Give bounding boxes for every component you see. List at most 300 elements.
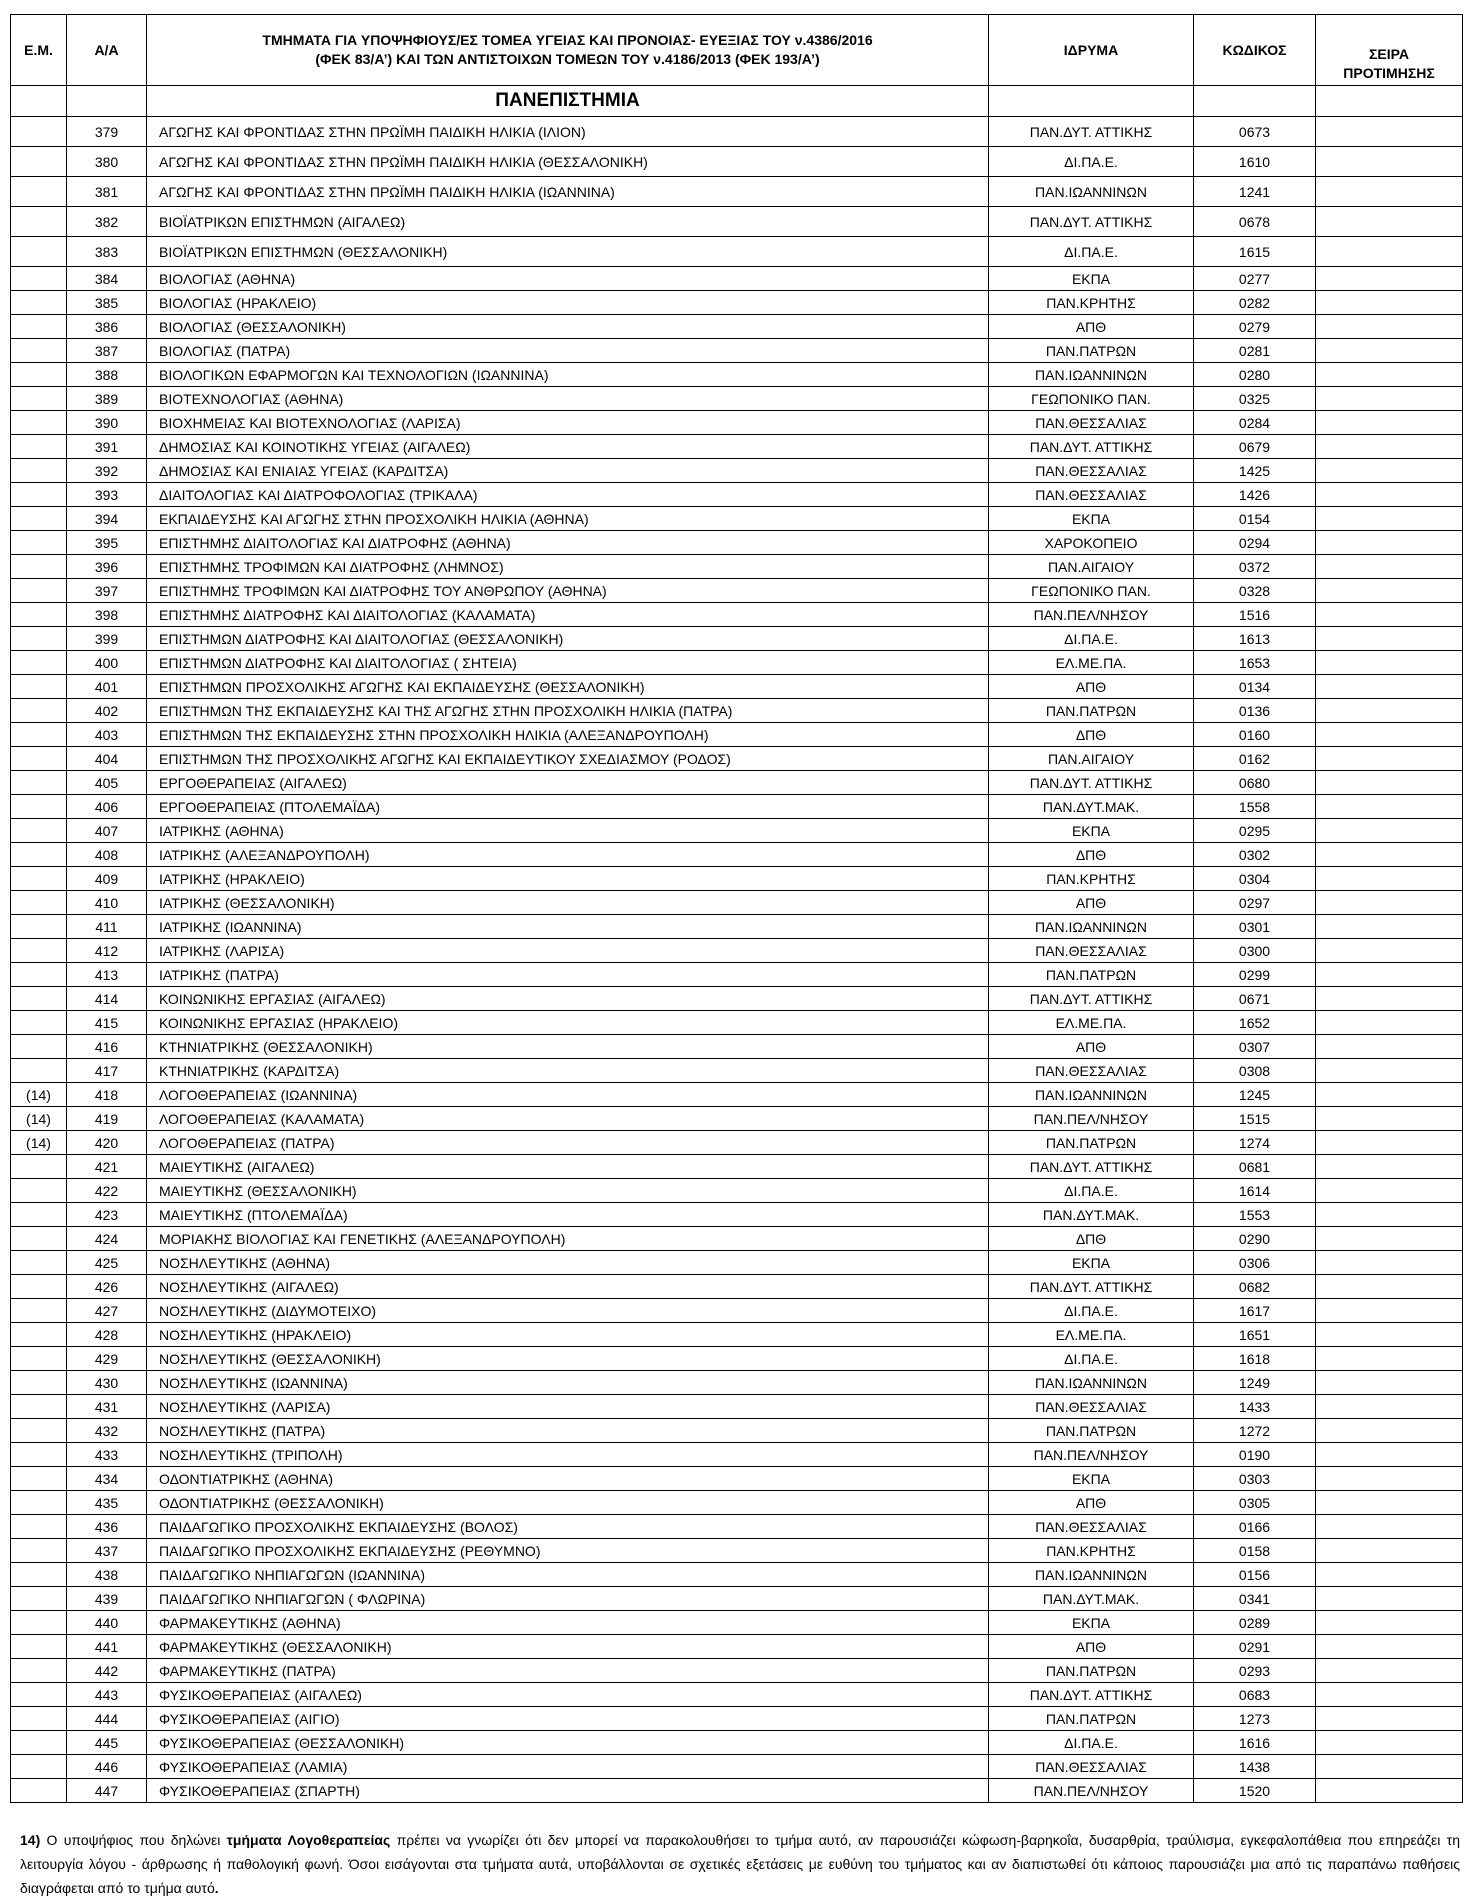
cell-preference[interactable] bbox=[1316, 1227, 1463, 1251]
cell-aa: 439 bbox=[67, 1587, 147, 1611]
cell-preference[interactable] bbox=[1316, 1395, 1463, 1419]
departments-table bbox=[10, 14, 1463, 1803]
cell-department: ΕΠΙΣΤΗΜΗΣ ΤΡΟΦΙΜΩΝ ΚΑΙ ΔΙΑΤΡΟΦΗΣ ΤΟΥ ΑΝΘΡΩΠΟΥ (ΑΘΗΝΑ) bbox=[147, 579, 989, 603]
cell-code: 0136 bbox=[1194, 699, 1316, 723]
cell-code: 0679 bbox=[1194, 435, 1316, 459]
cell-department: ΙΑΤΡΙΚΗΣ (ΑΛΕΞΑΝΔΡΟΥΠΟΛΗ) bbox=[147, 843, 989, 867]
header-preference bbox=[1316, 15, 1463, 86]
cell-aa: 385 bbox=[67, 291, 147, 315]
cell-code: 0682 bbox=[1194, 1275, 1316, 1299]
cell-preference[interactable] bbox=[1316, 339, 1463, 363]
cell-department: ΦΥΣΙΚΟΘΕΡΑΠΕΙΑΣ (ΑΙΓΑΛΕΩ) bbox=[147, 1683, 989, 1707]
cell-preference[interactable] bbox=[1316, 267, 1463, 291]
footnote-end: . bbox=[214, 1880, 219, 1896]
cell-code: 0307 bbox=[1194, 1035, 1316, 1059]
cell-department: ΦΑΡΜΑΚΕΥΤΙΚΗΣ (ΠΑΤΡΑ) bbox=[147, 1659, 989, 1683]
header-pref-line2: ΠΡΟΤΙΜΗΣΗΣ bbox=[1343, 65, 1435, 81]
table-row bbox=[11, 1275, 1463, 1299]
cell-code: 0160 bbox=[1194, 723, 1316, 747]
cell-code: 1652 bbox=[1194, 1011, 1316, 1035]
cell-institution: ΠΑΝ.ΔΥΤ. ΑΤΤΙΚΗΣ bbox=[989, 1155, 1194, 1179]
table-row bbox=[11, 1683, 1463, 1707]
cell-institution: ΕΚΠΑ bbox=[989, 507, 1194, 531]
cell-preference[interactable] bbox=[1316, 1635, 1463, 1659]
cell-department: ΦΥΣΙΚΟΘΕΡΑΠΕΙΑΣ (ΑΙΓΙΟ) bbox=[147, 1707, 989, 1731]
cell-code: 0683 bbox=[1194, 1683, 1316, 1707]
cell-em bbox=[11, 555, 67, 579]
cell-preference[interactable] bbox=[1316, 1443, 1463, 1467]
cell-institution: ΠΑΝ.ΠΑΤΡΩΝ bbox=[989, 1707, 1194, 1731]
cell-institution: ΠΑΝ.ΔΥΤ.ΜΑΚ. bbox=[989, 1587, 1194, 1611]
table-row bbox=[11, 891, 1463, 915]
cell-em bbox=[11, 1011, 67, 1035]
cell-preference[interactable] bbox=[1316, 579, 1463, 603]
cell-institution: ΑΠΘ bbox=[989, 315, 1194, 339]
cell-department: ΒΙΟΪΑΤΡΙΚΩΝ ΕΠΙΣΤΗΜΩΝ (ΑΙΓΑΛΕΩ) bbox=[147, 207, 989, 237]
cell-institution: ΠΑΝ.ΠΑΤΡΩΝ bbox=[989, 699, 1194, 723]
table-row bbox=[11, 1755, 1463, 1779]
cell-preference[interactable] bbox=[1316, 795, 1463, 819]
cell-department: ΟΔΟΝΤΙΑΤΡΙΚΗΣ (ΘΕΣΣΑΛΟΝΙΚΗ) bbox=[147, 1491, 989, 1515]
cell-em bbox=[11, 1779, 67, 1803]
cell-institution: ΑΠΘ bbox=[989, 891, 1194, 915]
cell-department: ΛΟΓΟΘΕΡΑΠΕΙΑΣ (ΠΑΤΡΑ) bbox=[147, 1131, 989, 1155]
cell-em bbox=[11, 795, 67, 819]
cell-code: 0295 bbox=[1194, 819, 1316, 843]
cell-em bbox=[11, 1419, 67, 1443]
cell-code: 1651 bbox=[1194, 1323, 1316, 1347]
cell-department: ΒΙΟΛΟΓΙΚΩΝ ΕΦΑΡΜΟΓΩΝ ΚΑΙ ΤΕΧΝΟΛΟΓΙΩΝ (ΙΩΑΝΝΙΝΑ) bbox=[147, 363, 989, 387]
cell-em bbox=[11, 1683, 67, 1707]
cell-em bbox=[11, 1515, 67, 1539]
cell-institution: ΕΛ.ΜΕ.ΠΑ. bbox=[989, 1323, 1194, 1347]
cell-preference[interactable] bbox=[1316, 363, 1463, 387]
cell-institution: ΠΑΝ.ΔΥΤ. ΑΤΤΙΚΗΣ bbox=[989, 987, 1194, 1011]
cell-aa: 434 bbox=[67, 1467, 147, 1491]
cell-em bbox=[11, 963, 67, 987]
cell-preference[interactable] bbox=[1316, 177, 1463, 207]
cell-preference[interactable] bbox=[1316, 987, 1463, 1011]
header-code: ΚΩΔΙΚΟΣ bbox=[1194, 15, 1316, 86]
cell-code: 1274 bbox=[1194, 1131, 1316, 1155]
cell-code: 1272 bbox=[1194, 1419, 1316, 1443]
cell-preference[interactable] bbox=[1316, 603, 1463, 627]
cell-department: ΠΑΙΔΑΓΩΓΙΚΟ ΝΗΠΙΑΓΩΓΩΝ (ΙΩΑΝΝΙΝΑ) bbox=[147, 1563, 989, 1587]
table-row bbox=[11, 1179, 1463, 1203]
cell-aa: 379 bbox=[67, 117, 147, 147]
table-row bbox=[11, 483, 1463, 507]
cell-code: 0301 bbox=[1194, 915, 1316, 939]
cell-preference[interactable] bbox=[1316, 699, 1463, 723]
cell-institution: ΔΙ.ΠΑ.Ε. bbox=[989, 1299, 1194, 1323]
cell-preference[interactable] bbox=[1316, 651, 1463, 675]
cell-preference[interactable] bbox=[1316, 1419, 1463, 1443]
cell-aa: 411 bbox=[67, 915, 147, 939]
cell-preference[interactable] bbox=[1316, 1683, 1463, 1707]
cell-preference[interactable] bbox=[1316, 1251, 1463, 1275]
cell-department: ΙΑΤΡΙΚΗΣ (ΑΘΗΝΑ) bbox=[147, 819, 989, 843]
cell-preference[interactable] bbox=[1316, 627, 1463, 651]
table-row bbox=[11, 1587, 1463, 1611]
cell-em bbox=[11, 1227, 67, 1251]
cell-code: 0325 bbox=[1194, 387, 1316, 411]
cell-em bbox=[11, 891, 67, 915]
cell-preference[interactable] bbox=[1316, 1131, 1463, 1155]
cell-code: 1249 bbox=[1194, 1371, 1316, 1395]
cell-aa: 447 bbox=[67, 1779, 147, 1803]
cell-institution: ΠΑΝ.ΠΑΤΡΩΝ bbox=[989, 339, 1194, 363]
cell-aa: 431 bbox=[67, 1395, 147, 1419]
cell-aa: 420 bbox=[67, 1131, 147, 1155]
cell-preference[interactable] bbox=[1316, 771, 1463, 795]
cell-preference[interactable] bbox=[1316, 1155, 1463, 1179]
cell-institution: ΠΑΝ.ΚΡΗΤΗΣ bbox=[989, 291, 1194, 315]
cell-code: 0280 bbox=[1194, 363, 1316, 387]
cell-code: 1426 bbox=[1194, 483, 1316, 507]
cell-institution: ΠΑΝ.ΙΩΑΝΝΙΝΩΝ bbox=[989, 1371, 1194, 1395]
cell-preference[interactable] bbox=[1316, 1779, 1463, 1803]
cell-department: ΦΥΣΙΚΟΘΕΡΑΠΕΙΑΣ (ΣΠΑΡΤΗ) bbox=[147, 1779, 989, 1803]
cell-em bbox=[11, 483, 67, 507]
cell-department: ΙΑΤΡΙΚΗΣ (ΛΑΡΙΣΑ) bbox=[147, 939, 989, 963]
cell-preference[interactable] bbox=[1316, 1275, 1463, 1299]
cell-preference[interactable] bbox=[1316, 555, 1463, 579]
cell-em bbox=[11, 1491, 67, 1515]
cell-preference[interactable] bbox=[1316, 1659, 1463, 1683]
cell-code: 0680 bbox=[1194, 771, 1316, 795]
table-row bbox=[11, 387, 1463, 411]
cell-institution: ΑΠΘ bbox=[989, 1635, 1194, 1659]
footnote-text-1: Ο υποψήφιος που δηλώνει bbox=[40, 1832, 227, 1848]
cell-department: ΦΑΡΜΑΚΕΥΤΙΚΗΣ (ΘΕΣΣΑΛΟΝΙΚΗ) bbox=[147, 1635, 989, 1659]
cell-em bbox=[11, 1587, 67, 1611]
cell-preference[interactable] bbox=[1316, 675, 1463, 699]
cell-em bbox=[11, 1155, 67, 1179]
cell-institution: ΔΙ.ΠΑ.Ε. bbox=[989, 237, 1194, 267]
table-row bbox=[11, 1203, 1463, 1227]
cell-em bbox=[11, 603, 67, 627]
cell-institution: ΠΑΝ.ΑΙΓΑΙΟΥ bbox=[989, 555, 1194, 579]
cell-preference[interactable] bbox=[1316, 891, 1463, 915]
cell-institution: ΠΑΝ.ΘΕΣΣΑΛΙΑΣ bbox=[989, 1395, 1194, 1419]
cell-preference[interactable] bbox=[1316, 1611, 1463, 1635]
cell-preference[interactable] bbox=[1316, 867, 1463, 891]
cell-preference[interactable] bbox=[1316, 819, 1463, 843]
cell-code: 0372 bbox=[1194, 555, 1316, 579]
table-row bbox=[11, 1491, 1463, 1515]
table-row bbox=[11, 1323, 1463, 1347]
table-row bbox=[11, 1299, 1463, 1323]
cell-preference[interactable] bbox=[1316, 1515, 1463, 1539]
cell-department: ΕΠΙΣΤΗΜΩΝ ΤΗΣ ΕΚΠΑΙΔΕΥΣΗΣ ΣΤΗΝ ΠΡΟΣΧΟΛΙΚΗ ΗΛΙΚΙΑ (ΑΛΕΞΑΝΔΡΟΥΠΟΛΗ) bbox=[147, 723, 989, 747]
footnote-bold-text: τμήματα Λογοθεραπείας bbox=[226, 1832, 391, 1848]
cell-em bbox=[11, 939, 67, 963]
cell-preference[interactable] bbox=[1316, 1491, 1463, 1515]
cell-aa: 386 bbox=[67, 315, 147, 339]
table-row bbox=[11, 507, 1463, 531]
cell-institution: ΔΠΘ bbox=[989, 723, 1194, 747]
cell-em bbox=[11, 267, 67, 291]
cell-institution: ΠΑΝ.ΘΕΣΣΑΛΙΑΣ bbox=[989, 459, 1194, 483]
cell-preference[interactable] bbox=[1316, 1347, 1463, 1371]
table-row bbox=[11, 1371, 1463, 1395]
table-row bbox=[11, 435, 1463, 459]
table-row bbox=[11, 1395, 1463, 1419]
cell-aa: 412 bbox=[67, 939, 147, 963]
cell-aa: 400 bbox=[67, 651, 147, 675]
cell-preference[interactable] bbox=[1316, 237, 1463, 267]
cell-department: ΚΤΗΝΙΑΤΡΙΚΗΣ (ΚΑΡΔΙΤΣΑ) bbox=[147, 1059, 989, 1083]
cell-department: ΒΙΟΛΟΓΙΑΣ (ΠΑΤΡΑ) bbox=[147, 339, 989, 363]
cell-aa: 426 bbox=[67, 1275, 147, 1299]
cell-em bbox=[11, 867, 67, 891]
cell-code: 0277 bbox=[1194, 267, 1316, 291]
cell-em bbox=[11, 723, 67, 747]
cell-department: ΝΟΣΗΛΕΥΤΙΚΗΣ (ΑΘΗΝΑ) bbox=[147, 1251, 989, 1275]
table-row bbox=[11, 1635, 1463, 1659]
cell-institution: ΓΕΩΠΟΝΙΚΟ ΠΑΝ. bbox=[989, 387, 1194, 411]
cell-code: 0158 bbox=[1194, 1539, 1316, 1563]
cell-department: ΝΟΣΗΛΕΥΤΙΚΗΣ (ΔΙΔΥΜΟΤΕΙΧΟ) bbox=[147, 1299, 989, 1323]
cell-preference[interactable] bbox=[1316, 387, 1463, 411]
cell-preference[interactable] bbox=[1316, 1299, 1463, 1323]
cell-em bbox=[11, 843, 67, 867]
cell-preference[interactable] bbox=[1316, 459, 1463, 483]
cell-aa: 436 bbox=[67, 1515, 147, 1539]
cell-em bbox=[11, 1203, 67, 1227]
table-row bbox=[11, 651, 1463, 675]
cell-preference[interactable] bbox=[1316, 291, 1463, 315]
cell-department: ΚΤΗΝΙΑΤΡΙΚΗΣ (ΘΕΣΣΑΛΟΝΙΚΗ) bbox=[147, 1035, 989, 1059]
cell-department: ΝΟΣΗΛΕΥΤΙΚΗΣ (ΘΕΣΣΑΛΟΝΙΚΗ) bbox=[147, 1347, 989, 1371]
cell-institution: ΠΑΝ.ΙΩΑΝΝΙΝΩΝ bbox=[989, 1563, 1194, 1587]
cell-code: 1653 bbox=[1194, 651, 1316, 675]
header-em: Ε.Μ. bbox=[11, 15, 67, 86]
cell-code: 0166 bbox=[1194, 1515, 1316, 1539]
cell-aa: 445 bbox=[67, 1731, 147, 1755]
cell-em bbox=[11, 1059, 67, 1083]
cell-aa: 393 bbox=[67, 483, 147, 507]
cell-preference[interactable] bbox=[1316, 1563, 1463, 1587]
cell-aa: 423 bbox=[67, 1203, 147, 1227]
cell-em bbox=[11, 507, 67, 531]
cell-institution: ΠΑΝ.ΠΑΤΡΩΝ bbox=[989, 1659, 1194, 1683]
cell-preference[interactable] bbox=[1316, 1035, 1463, 1059]
cell-code: 1616 bbox=[1194, 1731, 1316, 1755]
cell-preference[interactable] bbox=[1316, 1755, 1463, 1779]
cell-department: ΒΙΟΪΑΤΡΙΚΩΝ ΕΠΙΣΤΗΜΩΝ (ΘΕΣΣΑΛΟΝΙΚΗ) bbox=[147, 237, 989, 267]
cell-preference[interactable] bbox=[1316, 1707, 1463, 1731]
cell-aa: 401 bbox=[67, 675, 147, 699]
cell-aa: 408 bbox=[67, 843, 147, 867]
cell-aa: 443 bbox=[67, 1683, 147, 1707]
cell-preference[interactable] bbox=[1316, 843, 1463, 867]
table-row bbox=[11, 237, 1463, 267]
cell-department: ΕΠΙΣΤΗΜΗΣ ΔΙΑΙΤΟΛΟΓΙΑΣ ΚΑΙ ΔΙΑΤΡΟΦΗΣ (ΑΘΗΝΑ) bbox=[147, 531, 989, 555]
cell-department: ΚΟΙΝΩΝΙΚΗΣ ΕΡΓΑΣΙΑΣ (ΑΙΓΑΛΕΩ) bbox=[147, 987, 989, 1011]
cell-em bbox=[11, 207, 67, 237]
cell-em: (14) bbox=[11, 1131, 67, 1155]
table-row bbox=[11, 1611, 1463, 1635]
cell-code: 0671 bbox=[1194, 987, 1316, 1011]
cell-em bbox=[11, 1611, 67, 1635]
cell-institution: ΑΠΘ bbox=[989, 1491, 1194, 1515]
cell-em bbox=[11, 147, 67, 177]
cell-department: ΙΑΤΡΙΚΗΣ (ΠΑΤΡΑ) bbox=[147, 963, 989, 987]
cell-institution: ΕΛ.ΜΕ.ΠΑ. bbox=[989, 1011, 1194, 1035]
cell-em bbox=[11, 1179, 67, 1203]
cell-aa: 384 bbox=[67, 267, 147, 291]
cell-preference[interactable] bbox=[1316, 117, 1463, 147]
cell-preference[interactable] bbox=[1316, 1587, 1463, 1611]
cell-institution: ΕΚΠΑ bbox=[989, 1611, 1194, 1635]
cell-code: 0305 bbox=[1194, 1491, 1316, 1515]
cell-aa: 409 bbox=[67, 867, 147, 891]
cell-aa: 403 bbox=[67, 723, 147, 747]
cell-department: ΛΟΓΟΘΕΡΑΠΕΙΑΣ (ΚΑΛΑΜΑΤΑ) bbox=[147, 1107, 989, 1131]
table-row bbox=[11, 867, 1463, 891]
cell-institution: ΠΑΝ.ΠΕΛ/ΝΗΣΟΥ bbox=[989, 1779, 1194, 1803]
table-row bbox=[11, 627, 1463, 651]
cell-preference[interactable] bbox=[1316, 1371, 1463, 1395]
table-row bbox=[11, 1347, 1463, 1371]
cell-institution: ΠΑΝ.ΔΥΤ. ΑΤΤΙΚΗΣ bbox=[989, 1683, 1194, 1707]
table-row bbox=[11, 1011, 1463, 1035]
header-departments-title bbox=[147, 15, 989, 86]
cell-institution: ΠΑΝ.ΠΕΛ/ΝΗΣΟΥ bbox=[989, 1107, 1194, 1131]
cell-preference[interactable] bbox=[1316, 1203, 1463, 1227]
cell-preference[interactable] bbox=[1316, 1323, 1463, 1347]
cell-code: 1241 bbox=[1194, 177, 1316, 207]
cell-em bbox=[11, 771, 67, 795]
cell-institution: ΠΑΝ.ΠΑΤΡΩΝ bbox=[989, 963, 1194, 987]
header-institution: ΙΔΡΥΜΑ bbox=[989, 15, 1194, 86]
cell-institution: ΓΕΩΠΟΝΙΚΟ ΠΑΝ. bbox=[989, 579, 1194, 603]
cell-preference[interactable] bbox=[1316, 207, 1463, 237]
cell-institution: ΠΑΝ.ΙΩΑΝΝΙΝΩΝ bbox=[989, 177, 1194, 207]
cell-institution: ΠΑΝ.ΔΥΤ. ΑΤΤΙΚΗΣ bbox=[989, 117, 1194, 147]
cell-department: ΦΥΣΙΚΟΘΕΡΑΠΕΙΑΣ (ΘΕΣΣΑΛΟΝΙΚΗ) bbox=[147, 1731, 989, 1755]
cell-institution: ΔΠΘ bbox=[989, 843, 1194, 867]
cell-institution: ΠΑΝ.ΘΕΣΣΑΛΙΑΣ bbox=[989, 1515, 1194, 1539]
section-row bbox=[11, 86, 1463, 117]
cell-preference[interactable] bbox=[1316, 963, 1463, 987]
cell-preference[interactable] bbox=[1316, 1467, 1463, 1491]
cell-preference[interactable] bbox=[1316, 507, 1463, 531]
cell-aa: 405 bbox=[67, 771, 147, 795]
cell-institution: ΠΑΝ.ΘΕΣΣΑΛΙΑΣ bbox=[989, 1755, 1194, 1779]
cell-preference[interactable] bbox=[1316, 147, 1463, 177]
cell-department: ΦΑΡΜΑΚΕΥΤΙΚΗΣ (ΑΘΗΝΑ) bbox=[147, 1611, 989, 1635]
cell-institution: ΠΑΝ.ΔΥΤ. ΑΤΤΙΚΗΣ bbox=[989, 435, 1194, 459]
cell-code: 1438 bbox=[1194, 1755, 1316, 1779]
cell-em bbox=[11, 237, 67, 267]
cell-department: ΝΟΣΗΛΕΥΤΙΚΗΣ (ΙΩΑΝΝΙΝΑ) bbox=[147, 1371, 989, 1395]
cell-preference[interactable] bbox=[1316, 1731, 1463, 1755]
cell-department: ΔΙΑΙΤΟΛΟΓΙΑΣ ΚΑΙ ΔΙΑΤΡΟΦΟΛΟΓΙΑΣ (ΤΡΙΚΑΛΑ) bbox=[147, 483, 989, 507]
cell-em bbox=[11, 915, 67, 939]
cell-em: (14) bbox=[11, 1107, 67, 1131]
cell-code: 1245 bbox=[1194, 1083, 1316, 1107]
cell-preference[interactable] bbox=[1316, 411, 1463, 435]
cell-institution: ΕΚΠΑ bbox=[989, 1251, 1194, 1275]
cell-code: 1515 bbox=[1194, 1107, 1316, 1131]
cell-preference[interactable] bbox=[1316, 1059, 1463, 1083]
cell-code: 0299 bbox=[1194, 963, 1316, 987]
cell-preference[interactable] bbox=[1316, 1083, 1463, 1107]
cell-aa: 441 bbox=[67, 1635, 147, 1659]
cell-institution: ΠΑΝ.ΙΩΑΝΝΙΝΩΝ bbox=[989, 1083, 1194, 1107]
footnote-marker: 14) bbox=[20, 1832, 41, 1848]
cell-preference[interactable] bbox=[1316, 747, 1463, 771]
cell-institution: ΠΑΝ.ΠΑΤΡΩΝ bbox=[989, 1131, 1194, 1155]
table-row bbox=[11, 1107, 1463, 1131]
table-row bbox=[11, 1539, 1463, 1563]
cell-code: 1618 bbox=[1194, 1347, 1316, 1371]
cell-department: ΑΓΩΓΗΣ ΚΑΙ ΦΡΟΝΤΙΔΑΣ ΣΤΗΝ ΠΡΩΪΜΗ ΠΑΙΔΙΚΗ ΗΛΙΚΙΑ (ΙΩΑΝΝΙΝΑ) bbox=[147, 177, 989, 207]
cell-em bbox=[11, 1467, 67, 1491]
cell-preference[interactable] bbox=[1316, 1539, 1463, 1563]
cell-aa: 407 bbox=[67, 819, 147, 843]
cell-preference[interactable] bbox=[1316, 435, 1463, 459]
cell-preference[interactable] bbox=[1316, 1011, 1463, 1035]
cell-code: 0162 bbox=[1194, 747, 1316, 771]
cell-preference[interactable] bbox=[1316, 315, 1463, 339]
cell-em bbox=[11, 291, 67, 315]
cell-preference[interactable] bbox=[1316, 1107, 1463, 1131]
cell-em bbox=[11, 987, 67, 1011]
cell-em bbox=[11, 1275, 67, 1299]
cell-preference[interactable] bbox=[1316, 531, 1463, 555]
cell-institution: ΠΑΝ.ΙΩΑΝΝΙΝΩΝ bbox=[989, 363, 1194, 387]
table-row bbox=[11, 987, 1463, 1011]
cell-code: 0341 bbox=[1194, 1587, 1316, 1611]
cell-institution: ΕΚΠΑ bbox=[989, 819, 1194, 843]
cell-department: ΕΠΙΣΤΗΜΩΝ ΤΗΣ ΠΡΟΣΧΟΛΙΚΗΣ ΑΓΩΓΗΣ ΚΑΙ ΕΚΠΑΙΔΕΥΤΙΚΟΥ ΣΧΕΔΙΑΣΜΟΥ (ΡΟΔΟΣ) bbox=[147, 747, 989, 771]
cell-code: 0681 bbox=[1194, 1155, 1316, 1179]
table-body bbox=[11, 86, 1463, 1803]
table-row bbox=[11, 963, 1463, 987]
cell-institution: ΠΑΝ.ΔΥΤ. ΑΤΤΙΚΗΣ bbox=[989, 1275, 1194, 1299]
cell-aa: 392 bbox=[67, 459, 147, 483]
cell-aa: 413 bbox=[67, 963, 147, 987]
table-row bbox=[11, 291, 1463, 315]
cell-preference[interactable] bbox=[1316, 915, 1463, 939]
cell-institution: ΔΠΘ bbox=[989, 1227, 1194, 1251]
cell-code: 1553 bbox=[1194, 1203, 1316, 1227]
cell-preference[interactable] bbox=[1316, 939, 1463, 963]
table-row bbox=[11, 579, 1463, 603]
table-row bbox=[11, 1515, 1463, 1539]
table-row bbox=[11, 531, 1463, 555]
table-row bbox=[11, 117, 1463, 147]
cell-aa: 435 bbox=[67, 1491, 147, 1515]
cell-em: (14) bbox=[11, 1083, 67, 1107]
cell-code: 0290 bbox=[1194, 1227, 1316, 1251]
cell-department: ΜΑΙΕΥΤΙΚΗΣ (ΠΤΟΛΕΜΑΪΔΑ) bbox=[147, 1203, 989, 1227]
cell-department: ΝΟΣΗΛΕΥΤΙΚΗΣ (ΛΑΡΙΣΑ) bbox=[147, 1395, 989, 1419]
table-row bbox=[11, 1659, 1463, 1683]
cell-aa: 430 bbox=[67, 1371, 147, 1395]
cell-preference[interactable] bbox=[1316, 723, 1463, 747]
cell-em bbox=[11, 1299, 67, 1323]
cell-code: 0154 bbox=[1194, 507, 1316, 531]
cell-em bbox=[11, 1371, 67, 1395]
table-row bbox=[11, 1731, 1463, 1755]
cell-preference[interactable] bbox=[1316, 483, 1463, 507]
cell-code: 1610 bbox=[1194, 147, 1316, 177]
cell-preference[interactable] bbox=[1316, 1179, 1463, 1203]
